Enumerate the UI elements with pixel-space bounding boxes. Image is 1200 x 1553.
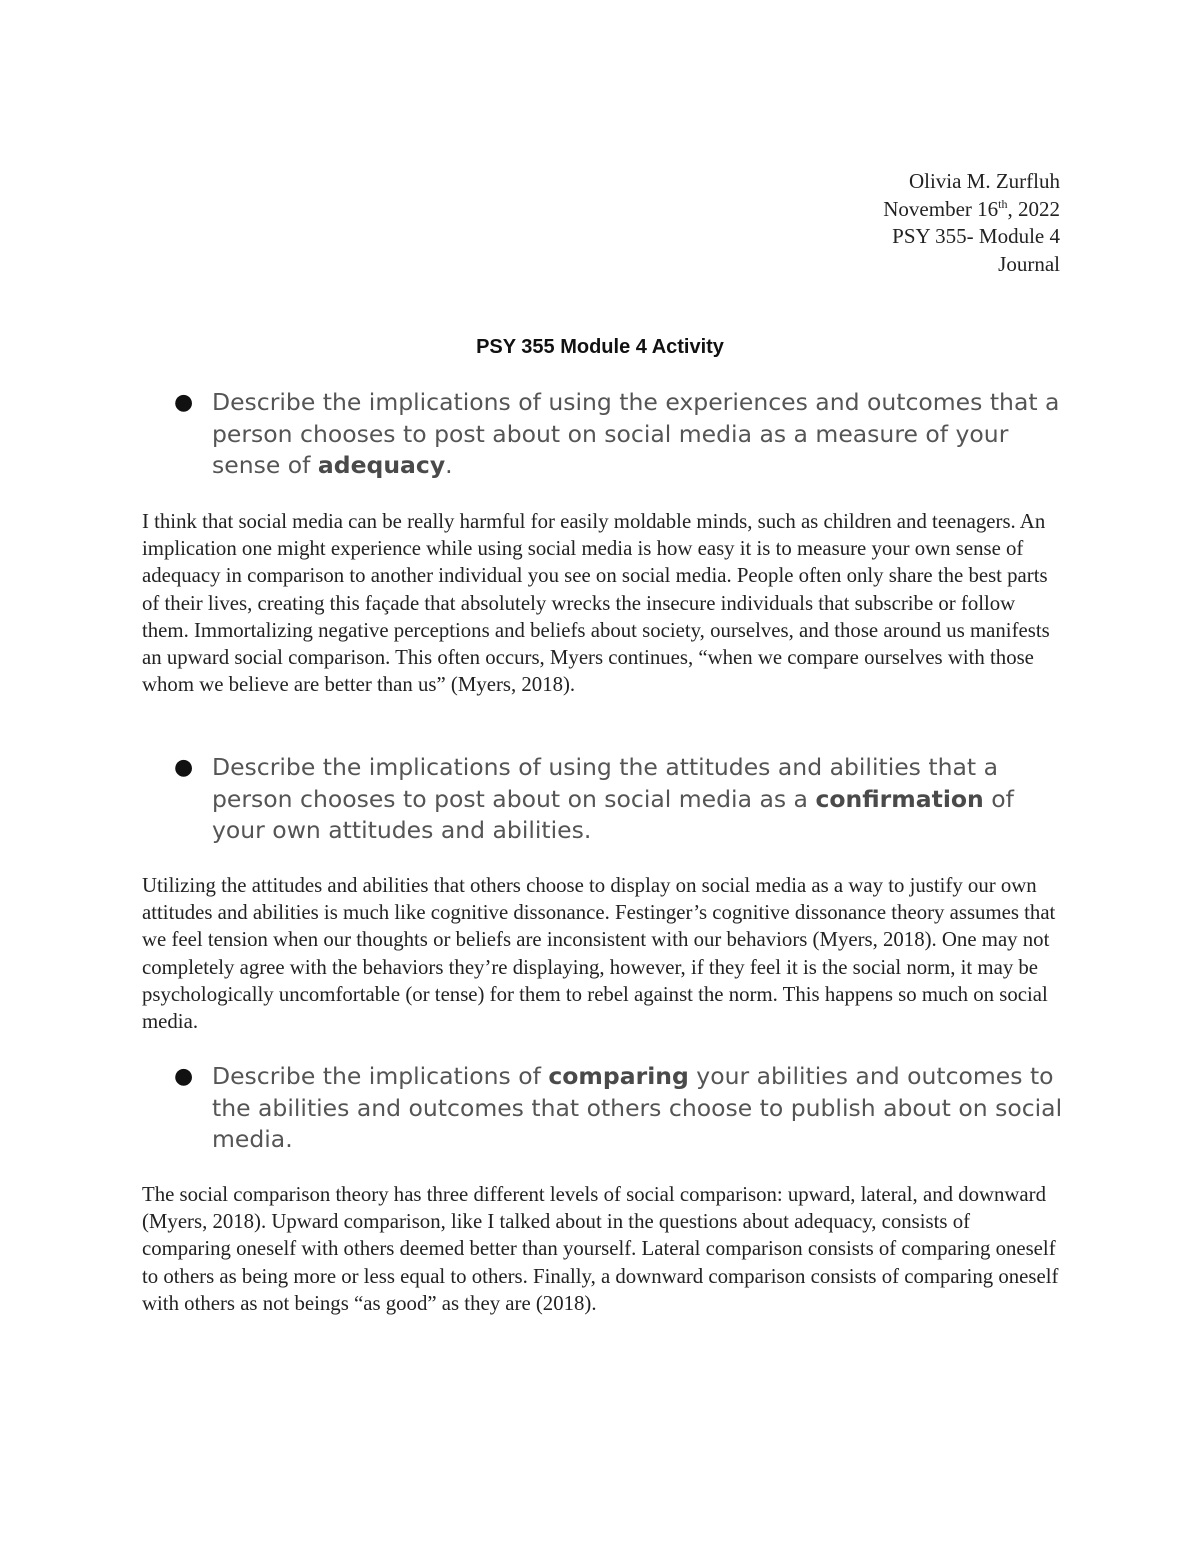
assignment-type: Journal [998, 251, 1060, 276]
question-1-end: . [445, 451, 453, 479]
question-3-end: your abilities and outcomes to the abilities and outcomes that others choose to publish about on social media. [212, 1062, 1063, 1153]
header-block [883, 168, 1060, 278]
question-2 [212, 752, 1072, 847]
question-2-text: Describe the implications of using the attitudes and abilities that a person chooses to post about on social media as a [212, 753, 998, 813]
course-name: PSY 355- Module 4 [892, 224, 1060, 248]
question-3-emphasis: comparing [548, 1062, 689, 1090]
answer-1: I think that social media can be really harmful for easily moldable minds, such as children and teenagers. An implication one might experience while using social media is how easy it is to measure your own sense of adequacy in comparison to another individual you see on social media. People often only share the best parts of their lives, creating this façade that absolutely wrecks the insecure individuals that subscribe or follow them. Immortalizing negative perceptions and beliefs about society, ourselves, and those around us manifests an upward social comparison. This often occurs, Myers continues, “when we compare ourselves with those whom we believe are better than us” (Myers, 2018). [142, 510, 1050, 697]
question-1 [212, 387, 1072, 482]
date-superscript: th [998, 196, 1008, 211]
date-suffix: , 2022 [1007, 196, 1060, 221]
question-1-text: Describe the implications of using the experiences and outcomes that a person chooses to post about on social media as a measure of your sense of [212, 388, 1060, 479]
document-title: PSY 355 Module 4 Activity [476, 336, 724, 358]
bullet-icon: ● [174, 755, 194, 780]
answer-3: The social comparison theory has three different levels of social comparison: upward, lateral, and downward (Myers, 2018). Upward comparison, like I talked about in the questions about adequacy, consists of comparing oneself with others deemed better than yourself. Lateral comparison consists of comparing oneself to others as being more or less equal to others. Finally, a downward comparison consists of comparing oneself with others as not beings “as good” as they are (2018). [142, 1183, 1059, 1315]
bullet-icon: ● [174, 390, 194, 415]
question-3-text: Describe the implications of [212, 1062, 549, 1090]
question-2-emphasis: confirmation [815, 784, 984, 813]
question-1-emphasis: adequacy [317, 451, 446, 479]
answer-2: Utilizing the attitudes and abilities that others choose to display on social media as a way to justify our own attitudes and abilities is much like cognitive dissonance. Festinger’s cognitive dissonance theory assumes that we feel tension when our thoughts or beliefs are inconsistent with our behaviors (Myers, 2018). One may not completely agree with the behaviors they’re displaying, however, if they feel it is the social norm, it may be psychologically uncomfortable (or tense) for them to rebel against the norm. This happens so much on social media. [142, 874, 1056, 1034]
date-line [883, 196, 1060, 224]
date-prefix: November 16 [883, 196, 999, 221]
question-3 [212, 1061, 1072, 1156]
author-name: Olivia M. Zurfluh [908, 169, 1060, 193]
question-2-end: of your own attitudes and abilities. [212, 784, 1014, 844]
bullet-icon: ● [174, 1064, 194, 1089]
